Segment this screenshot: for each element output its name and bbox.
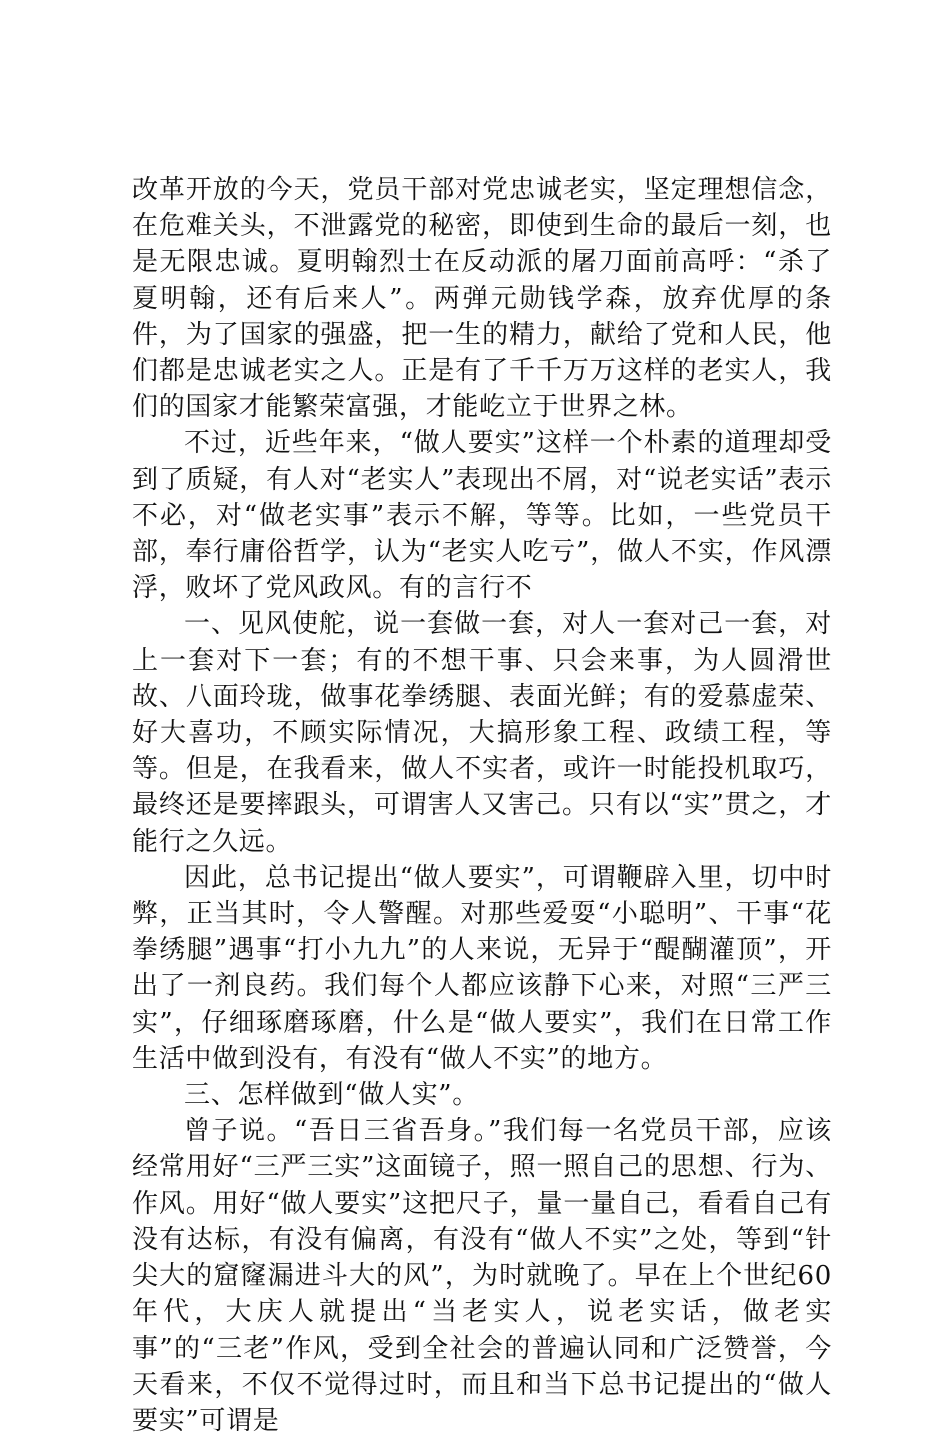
paragraph: 因此，总书记提出“做人要实”，可谓鞭辟入里，切中时弊，正当其时，令人警醒。对那些爱耍“小聪明”、干事“花拳绣腿”遇事“打小九九”的人来说，无异于“醍醐灌顶”，开出了一剂良药。我们每个人都应该静下心来，对照“三严三实”，仔细琢磨琢磨，什么是“做人要实”，我们在日常工作生活中做到没有，有没有“做人不实”的地方。: [132, 862, 832, 1074]
paragraph: 曾子说。“吾日三省吾身。”我们每一名党员干部，应该经常用好“三严三实”这面镜子，照一照自己的思想、行为、作风。用好“做人要实”这把尺子，量一量自己，看看自己有没有达标，有没有偏离，有没有“做人不实”之处，等到“针尖大的窟窿漏进斗大的风”，为时就晚了。早在上个世纪60年代，大庆人就提出“当老实人，说老实话，做老实事”的“三老”作风，受到全社会的普遍认同和广泛赞誉，今天看来，不仅不觉得过时，而且和当下总书记提出的“做人要实”可谓是: [132, 1116, 832, 1436]
paragraph: 不过，近些年来，“做人要实”这样一个朴素的道理却受到了质疑，有人对“老实人”表现出不屑，对“说老实话”表示不必，对“做老实事”表示不解，等等。比如，一些党员干部，奉行庸俗哲学，认为“老实人吃亏”，做人不实，作风漂浮，败坏了党风政风。有的言行不: [132, 428, 832, 604]
paragraph: 改革开放的今天，党员干部对党忠诚老实，坚定理想信念，在危难关头，不泄露党的秘密，即使到生命的最后一刻，也是无限忠诚。夏明翰烈士在反动派的屠刀面前高呼：“杀了夏明翰，还有后来人”。两弹元勋钱学森，放弃优厚的条件，为了国家的强盛，把一生的精力，献给了党和人民，他们都是忠诚老实之人。正是有了千千万万这样的老实人，我们的国家才能繁荣富强，才能屹立于世界之林。: [132, 175, 832, 423]
section-heading: 三、怎样做到“做人实”。: [184, 1080, 479, 1111]
body-text: [132, 172, 832, 1439]
paragraph: 一、见风使舵，说一套做一套，对人一套对己一套，对上一套对下一套；有的不想干事、只会来事，为人圆滑世故、八面玲珑，做事花拳绣腿、表面光鲜；有的爱慕虚荣、好大喜功，不顾实际情况，大搞形象工程、政绩工程，等等。但是，在我看来，做人不实者，或许一时能投机取巧，最终还是要摔跟头，可谓害人又害己。只有以“实”贯之，才能行之久远。: [132, 609, 832, 857]
